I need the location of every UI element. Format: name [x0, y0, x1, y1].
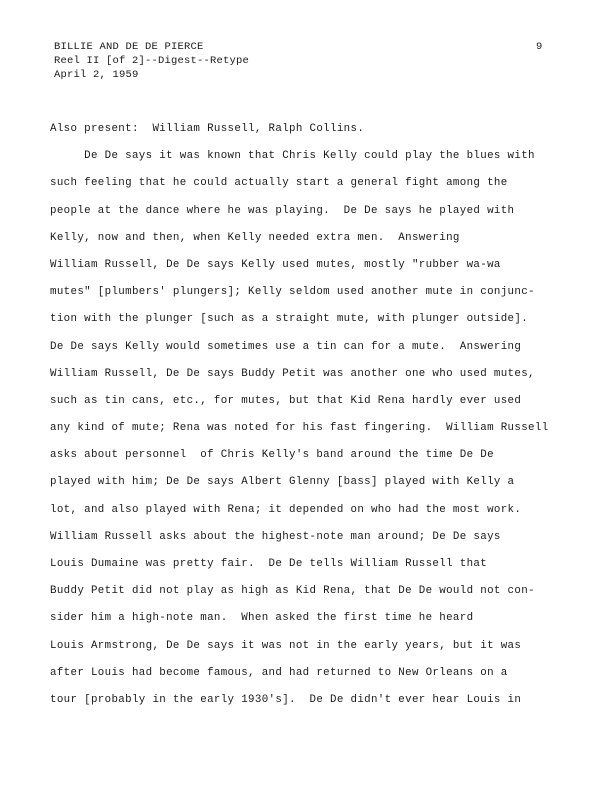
body-line: Louis Dumaine was pretty fair. De De tells William Russell that [50, 558, 488, 570]
body-line: any kind of mute; Rena was noted for his fast fingering. William Russell [50, 422, 549, 435]
body-line: such as tin cans, etc., for mutes, but that Kid Rena hardly ever used [50, 394, 522, 407]
body-line: William Russell, De De says Kelly used mutes, mostly "rubber wa-wa [50, 258, 501, 271]
body-line: sider him a high-note man. When asked the first time he heard [50, 612, 474, 625]
body-line: De De says Kelly would sometimes use a tin can for a mute. Answering [50, 340, 522, 353]
document-header [54, 40, 249, 82]
body-line: tour [probably in the early 1930's]. De De didn't ever hear Louis in [50, 693, 522, 706]
body-line: asks about personnel of Chris Kelly's band around the time De De [50, 449, 494, 462]
header-reel-info: Reel II [of 2]--Digest--Retype [54, 55, 250, 67]
body-line: Buddy Petit did not play as high as Kid Rena, that De De would not con- [50, 585, 535, 598]
body-line: William Russell, De De says Buddy Petit was another one who used mutes, [50, 367, 535, 380]
body-line: tion with the plunger [such as a straight mute, with plunger outside]. [50, 313, 529, 326]
body-line: such feeling that he could actually start a general fight among the [50, 177, 508, 190]
header-date: April 2, 1959 [54, 69, 139, 81]
body-line: people at the dance where he was playing. De De says he played with [50, 204, 515, 217]
body-line: played with him; De De says Albert Glenny [bass] played with Kelly a [50, 476, 515, 489]
body-line: after Louis had become famous, and had returned to New Orleans on a [50, 666, 508, 679]
body-line: lot, and also played with Rena; it depended on who had the most work. [50, 503, 522, 516]
body-line: De De says it was known that Chris Kelly could play the blues with [50, 150, 535, 163]
body-line: Louis Armstrong, De De says it was not in the early years, but it was [50, 639, 522, 652]
body-line: mutes" [plumbers' plungers]; Kelly seldom used another mute in conjunc- [50, 286, 535, 299]
body-line: Kelly, now and then, when Kelly needed extra men. Answering [50, 231, 460, 244]
header-title: BILLIE AND DE DE PIERCE [54, 41, 204, 53]
document-body [50, 122, 580, 720]
also-present-line: Also present: William Russell, Ralph Collins. [50, 123, 365, 135]
page-number: 9 [536, 41, 543, 53]
body-line: William Russell asks about the highest-note man around; De De says [50, 530, 501, 543]
